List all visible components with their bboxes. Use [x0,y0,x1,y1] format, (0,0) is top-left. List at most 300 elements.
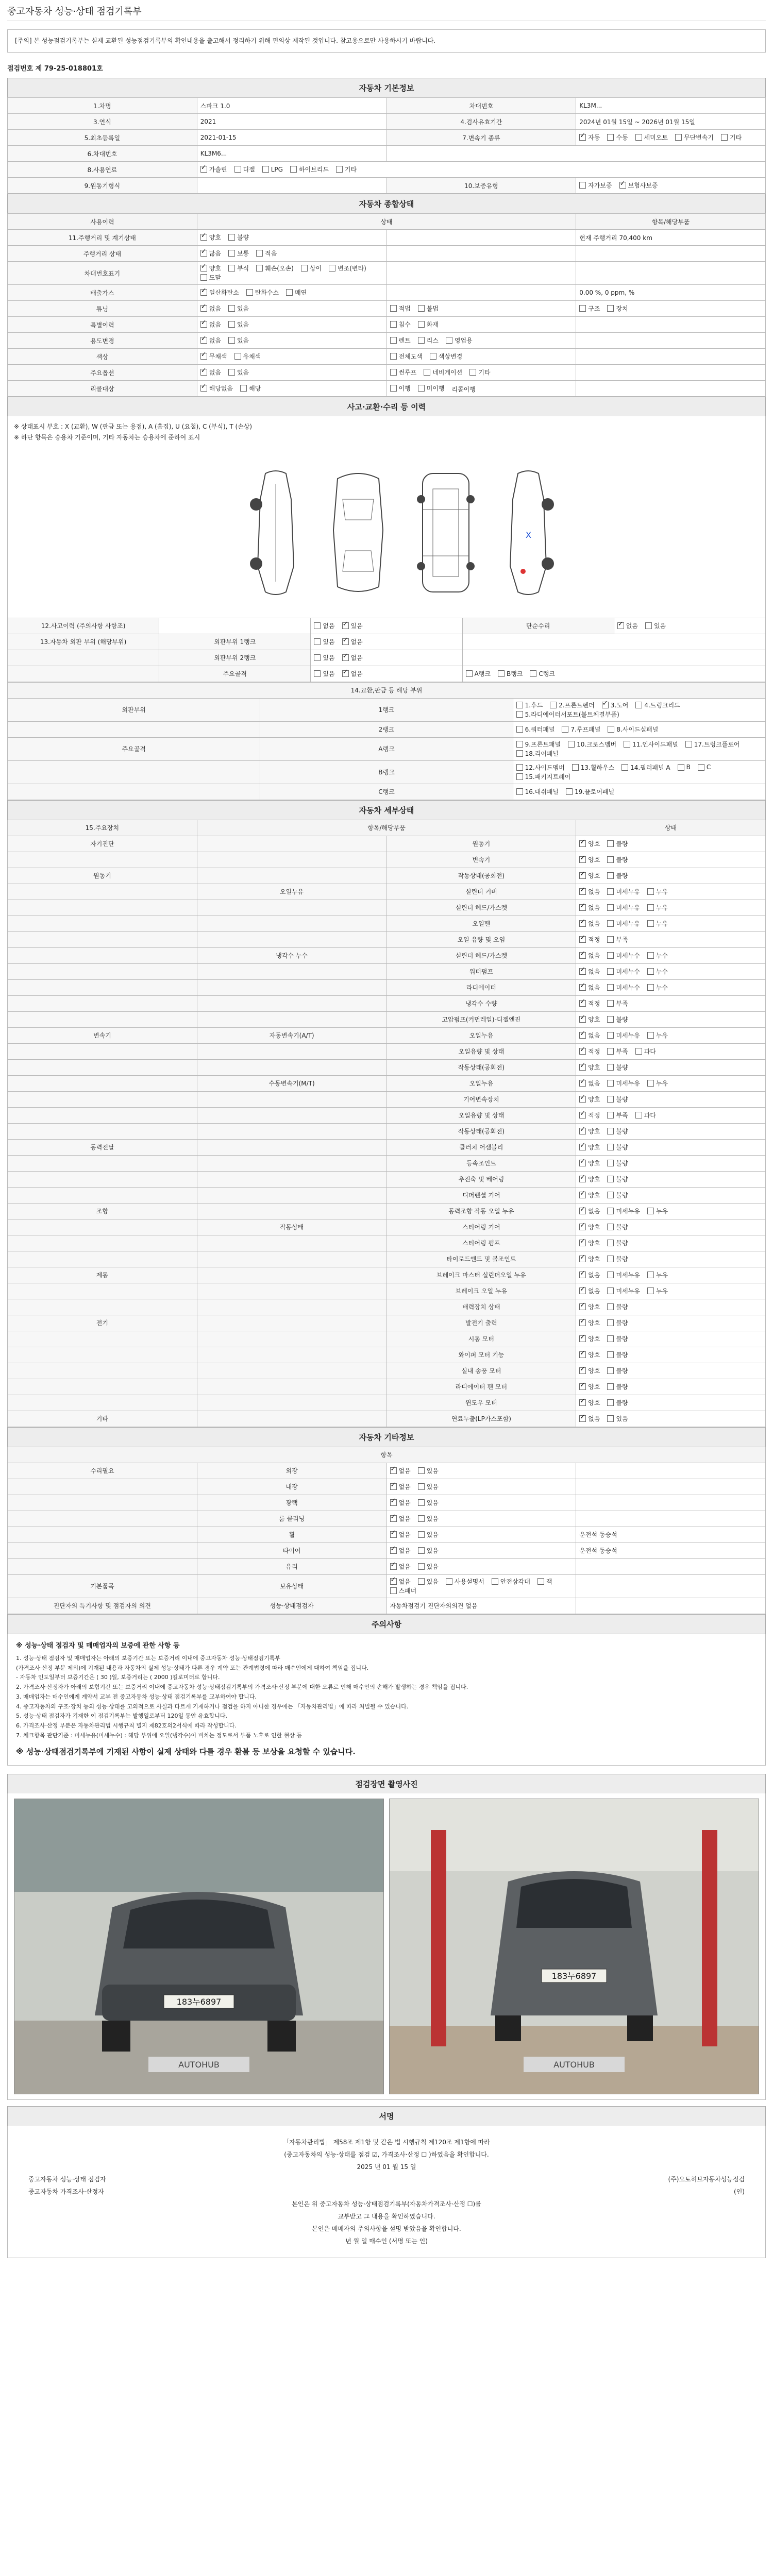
checkbox[interactable] [228,337,235,344]
checkbox[interactable] [290,166,297,173]
checkbox-option[interactable] [228,320,249,329]
checkbox[interactable] [579,1192,586,1198]
checkbox-option[interactable] [607,1414,628,1423]
checkbox-option[interactable] [568,740,616,749]
checkbox-option[interactable] [607,1047,628,1056]
checkbox[interactable] [516,788,523,795]
checkbox[interactable] [200,234,207,241]
checkbox[interactable] [579,1000,586,1007]
checkbox-option[interactable] [418,1482,439,1491]
checkbox-option[interactable] [579,887,600,896]
checkbox[interactable] [607,1032,614,1039]
checkbox-option[interactable] [607,935,628,944]
checkbox[interactable] [579,134,586,141]
checkbox[interactable] [579,856,586,863]
checkbox-option[interactable] [390,1586,417,1595]
checkbox-option[interactable] [516,740,561,749]
checkbox-option[interactable] [200,165,227,174]
checkbox-option[interactable] [200,233,221,242]
checkbox[interactable] [607,134,614,141]
checkbox-option[interactable] [579,1047,600,1056]
checkbox[interactable] [314,622,321,629]
checkbox[interactable] [200,337,207,344]
checkbox-option[interactable] [200,304,221,313]
checkbox-option[interactable] [579,1063,600,1072]
checkbox[interactable] [579,1399,586,1406]
checkbox-option[interactable] [200,264,221,273]
checkbox[interactable] [424,369,430,376]
checkbox-option[interactable] [607,1286,640,1295]
checkbox[interactable] [607,1000,614,1007]
checkbox-option[interactable] [329,264,366,273]
checkbox[interactable] [200,321,207,328]
checkbox-option[interactable] [607,1334,628,1343]
checkbox-option[interactable] [678,764,691,771]
checkbox[interactable] [240,385,247,392]
checkbox[interactable] [579,182,586,189]
checkbox-option[interactable] [228,336,249,345]
checkbox-option[interactable] [607,839,628,848]
checkbox[interactable] [579,1048,586,1055]
checkbox[interactable] [607,1415,614,1422]
checkbox[interactable] [418,1578,425,1585]
checkbox[interactable] [579,1064,586,1071]
checkbox-option[interactable] [624,740,678,749]
checkbox-option[interactable] [579,1111,600,1120]
checkbox-option[interactable] [579,935,600,944]
checkbox[interactable] [579,1240,586,1246]
checkbox[interactable] [200,369,207,376]
checkbox[interactable] [607,1064,614,1071]
checkbox[interactable] [607,1176,614,1182]
checkbox[interactable] [607,1112,614,1118]
checkbox-option[interactable] [200,368,221,377]
checkbox-option[interactable] [418,384,445,393]
checkbox[interactable] [579,872,586,879]
checkbox-option[interactable] [200,273,221,282]
checkbox[interactable] [516,750,523,757]
checkbox[interactable] [579,1367,586,1374]
checkbox-option[interactable] [698,764,711,771]
checkbox-option[interactable] [607,1175,628,1183]
checkbox-option[interactable] [635,133,668,142]
checkbox[interactable] [608,726,614,733]
checkbox-option[interactable] [262,166,283,173]
checkbox[interactable] [607,1192,614,1198]
checkbox[interactable] [562,726,568,733]
checkbox-option[interactable] [607,887,640,896]
checkbox[interactable] [286,289,293,296]
checkbox-option[interactable] [647,967,668,976]
checkbox-option[interactable] [607,967,640,976]
checkbox[interactable] [607,1096,614,1103]
checkbox[interactable] [607,984,614,991]
checkbox[interactable] [228,265,235,272]
checkbox-option[interactable] [579,919,600,928]
checkbox[interactable] [579,1303,586,1310]
checkbox[interactable] [228,369,235,376]
checkbox-option[interactable] [286,288,307,297]
checkbox-option[interactable] [228,304,249,313]
checkbox[interactable] [579,1383,586,1390]
checkbox-option[interactable] [516,710,619,719]
checkbox-option[interactable] [234,165,255,174]
checkbox-option[interactable] [200,249,221,258]
checkbox[interactable] [579,1128,586,1134]
checkbox-option[interactable] [579,1143,600,1151]
checkbox[interactable] [579,1272,586,1278]
checkbox[interactable] [418,1467,425,1474]
checkbox-option[interactable] [314,669,334,678]
checkbox-option[interactable] [342,621,363,630]
checkbox[interactable] [390,353,397,360]
checkbox-option[interactable] [579,871,600,880]
checkbox[interactable] [635,1112,642,1118]
checkbox-option[interactable] [200,384,233,393]
checkbox[interactable] [647,1272,654,1278]
checkbox[interactable] [579,1287,586,1294]
checkbox[interactable] [200,265,207,272]
checkbox[interactable] [418,321,425,328]
checkbox[interactable] [418,1483,425,1490]
checkbox[interactable] [200,274,207,281]
checkbox[interactable] [647,920,654,927]
checkbox-option[interactable] [579,1127,600,1136]
checkbox-option[interactable] [418,1498,439,1507]
checkbox[interactable] [390,1467,397,1474]
checkbox[interactable] [675,134,682,141]
checkbox[interactable] [256,265,263,272]
checkbox-option[interactable] [579,983,600,992]
checkbox[interactable] [566,788,573,795]
checkbox[interactable] [469,369,476,376]
checkbox-option[interactable] [390,384,411,393]
checkbox[interactable] [200,353,207,360]
checkbox[interactable] [579,1144,586,1150]
checkbox[interactable] [516,711,523,718]
checkbox[interactable] [635,702,642,708]
checkbox[interactable] [619,182,626,189]
checkbox-option[interactable] [290,165,329,174]
checkbox-option[interactable] [390,1530,411,1539]
checkbox-option[interactable] [607,983,640,992]
checkbox[interactable] [647,1208,654,1214]
checkbox-option[interactable] [579,1366,600,1375]
checkbox-option[interactable] [516,701,543,709]
checkbox[interactable] [607,1256,614,1262]
checkbox-option[interactable] [607,919,640,928]
checkbox-option[interactable] [579,181,612,190]
checkbox[interactable] [607,1208,614,1214]
checkbox[interactable] [390,1515,397,1522]
checkbox[interactable] [200,250,207,257]
checkbox-option[interactable] [607,1079,640,1088]
checkbox[interactable] [418,1515,425,1522]
checkbox[interactable] [246,289,253,296]
checkbox[interactable] [200,289,207,296]
checkbox-option[interactable] [418,1514,439,1523]
checkbox-option[interactable] [607,1127,628,1136]
checkbox[interactable] [516,764,523,771]
checkbox[interactable] [390,1587,397,1594]
checkbox-option[interactable] [390,320,411,329]
checkbox[interactable] [390,1547,397,1554]
checkbox-option[interactable] [516,725,555,734]
checkbox-option[interactable] [607,1095,628,1104]
checkbox[interactable] [572,764,579,771]
checkbox-option[interactable] [607,855,628,864]
checkbox[interactable] [607,856,614,863]
checkbox-option[interactable] [579,1318,600,1327]
checkbox[interactable] [256,250,263,257]
checkbox[interactable] [607,968,614,975]
checkbox-option[interactable] [607,304,628,313]
checkbox[interactable] [607,888,614,895]
checkbox-option[interactable] [607,1031,640,1040]
checkbox-option[interactable] [390,1562,411,1571]
checkbox[interactable] [607,1144,614,1150]
checkbox-option[interactable] [607,1191,628,1199]
checkbox[interactable] [390,385,397,392]
checkbox[interactable] [647,1032,654,1039]
checkbox-option[interactable] [200,336,221,345]
checkbox-option[interactable] [607,1159,628,1167]
checkbox-option[interactable] [607,1223,628,1231]
checkbox-option[interactable] [314,621,334,630]
checkbox[interactable] [418,385,425,392]
checkbox[interactable] [647,984,654,991]
checkbox-option[interactable] [418,304,439,313]
checkbox[interactable] [579,1208,586,1214]
checkbox[interactable] [579,1335,586,1342]
checkbox-option[interactable] [390,1482,411,1491]
checkbox[interactable] [607,1080,614,1087]
checkbox[interactable] [200,305,207,312]
checkbox-option[interactable] [418,1466,439,1475]
checkbox-option[interactable] [607,1270,640,1279]
checkbox-option[interactable] [579,133,600,142]
checkbox-option[interactable] [228,233,249,242]
checkbox[interactable] [579,984,586,991]
checkbox[interactable] [466,670,473,677]
checkbox-option[interactable] [516,772,571,781]
checkbox-option[interactable] [579,304,600,313]
checkbox[interactable] [228,234,235,241]
checkbox[interactable] [390,305,397,312]
checkbox-option[interactable] [579,1334,600,1343]
checkbox[interactable] [647,904,654,911]
checkbox-option[interactable] [572,763,614,772]
checkbox[interactable] [301,265,308,272]
checkbox-option[interactable] [617,621,638,630]
checkbox[interactable] [329,265,335,272]
checkbox-option[interactable] [579,1270,600,1279]
checkbox[interactable] [390,1578,397,1585]
checkbox[interactable] [579,1351,586,1358]
checkbox-option[interactable] [234,352,261,361]
checkbox-option[interactable] [607,1350,628,1359]
checkbox-option[interactable] [647,1270,668,1279]
checkbox[interactable] [579,1319,586,1326]
checkbox-option[interactable] [635,701,680,709]
checkbox-option[interactable] [647,1207,668,1215]
checkbox[interactable] [446,1578,452,1585]
checkbox-option[interactable] [390,1577,411,1586]
checkbox[interactable] [607,920,614,927]
checkbox[interactable] [579,1112,586,1118]
checkbox[interactable] [418,1563,425,1570]
checkbox-option[interactable] [516,749,559,758]
checkbox-option[interactable] [516,787,559,796]
checkbox-option[interactable] [579,1382,600,1391]
checkbox-option[interactable] [418,320,439,329]
checkbox[interactable] [624,741,630,748]
checkbox-option[interactable] [647,1079,668,1088]
checkbox-option[interactable] [602,701,629,709]
checkbox-option[interactable] [390,1546,411,1555]
checkbox[interactable] [579,1096,586,1103]
checkbox-option[interactable] [418,1546,439,1555]
checkbox[interactable] [607,1319,614,1326]
checkbox[interactable] [607,872,614,879]
checkbox[interactable] [342,670,349,677]
checkbox[interactable] [579,1160,586,1166]
checkbox-option[interactable] [566,787,614,796]
checkbox-option[interactable] [390,368,417,377]
checkbox-option[interactable] [579,1095,600,1104]
checkbox-option[interactable] [390,336,411,345]
checkbox[interactable] [342,654,349,661]
checkbox-option[interactable] [721,133,742,142]
checkbox-option[interactable] [342,637,363,646]
checkbox[interactable] [390,321,397,328]
checkbox-option[interactable] [607,1366,628,1375]
checkbox[interactable] [550,702,557,708]
checkbox-option[interactable] [336,165,357,174]
checkbox-option[interactable] [579,1398,600,1407]
checkbox-option[interactable] [418,1530,439,1539]
checkbox-option[interactable] [607,1063,628,1072]
checkbox-option[interactable] [579,1207,600,1215]
checkbox[interactable] [342,622,349,629]
checkbox[interactable] [607,936,614,943]
checkbox-option[interactable] [607,1207,640,1215]
checkbox-option[interactable] [430,352,462,361]
checkbox-option[interactable] [301,264,322,273]
checkbox[interactable] [579,1176,586,1182]
checkbox[interactable] [516,741,523,748]
checkbox-option[interactable] [607,903,640,912]
checkbox[interactable] [579,1256,586,1262]
checkbox[interactable] [579,1415,586,1422]
checkbox-option[interactable] [390,352,423,361]
checkbox-option[interactable] [621,763,670,772]
checkbox[interactable] [516,726,523,733]
checkbox[interactable] [607,1399,614,1406]
checkbox[interactable] [579,1080,586,1087]
checkbox[interactable] [390,1499,397,1506]
checkbox[interactable] [579,968,586,975]
checkbox-option[interactable] [498,669,523,678]
checkbox-option[interactable] [607,1255,628,1263]
checkbox[interactable] [607,1287,614,1294]
checkbox[interactable] [602,702,609,708]
checkbox-option[interactable] [579,951,600,960]
checkbox-option[interactable] [579,1159,600,1167]
checkbox-option[interactable] [607,1302,628,1311]
checkbox[interactable] [336,166,343,173]
checkbox-option[interactable] [607,1382,628,1391]
checkbox-option[interactable] [607,951,640,960]
checkbox-option[interactable] [579,1350,600,1359]
checkbox-option[interactable] [579,1255,600,1263]
checkbox-option[interactable] [246,288,279,297]
checkbox[interactable] [607,1016,614,1023]
checkbox-option[interactable] [647,1031,668,1040]
checkbox-option[interactable] [635,1047,656,1056]
checkbox-option[interactable] [228,368,249,377]
checkbox[interactable] [617,622,624,629]
checkbox[interactable] [228,250,235,257]
checkbox-option[interactable] [607,1239,628,1247]
checkbox-option[interactable] [607,871,628,880]
checkbox[interactable] [698,764,704,771]
checkbox-option[interactable] [256,249,277,258]
checkbox[interactable] [635,1048,642,1055]
checkbox-option[interactable] [492,1577,530,1586]
checkbox-option[interactable] [200,352,227,361]
checkbox[interactable] [635,134,642,141]
checkbox[interactable] [262,166,269,173]
checkbox-option[interactable] [579,903,600,912]
checkbox-option[interactable] [579,1223,600,1231]
checkbox[interactable] [607,840,614,847]
checkbox[interactable] [647,1287,654,1294]
checkbox[interactable] [579,952,586,959]
checkbox[interactable] [418,1531,425,1538]
checkbox-option[interactable] [390,1514,411,1523]
checkbox-option[interactable] [228,249,249,258]
checkbox-option[interactable] [579,855,600,864]
checkbox-option[interactable] [579,1079,600,1088]
checkbox[interactable] [647,952,654,959]
checkbox-option[interactable] [390,304,411,313]
checkbox[interactable] [200,385,207,392]
checkbox[interactable] [678,764,684,771]
checkbox[interactable] [342,638,349,645]
checkbox-option[interactable] [579,967,600,976]
checkbox-option[interactable] [579,839,600,848]
checkbox[interactable] [579,1224,586,1230]
checkbox-option[interactable] [314,653,334,662]
checkbox[interactable] [647,888,654,895]
checkbox-option[interactable] [418,1562,439,1571]
checkbox-option[interactable] [390,1498,411,1507]
checkbox-option[interactable] [200,320,221,329]
checkbox-option[interactable] [418,336,439,345]
checkbox-option[interactable] [342,669,363,678]
checkbox[interactable] [607,1367,614,1374]
checkbox[interactable] [579,920,586,927]
checkbox[interactable] [516,702,523,708]
checkbox[interactable] [685,741,692,748]
checkbox[interactable] [607,1335,614,1342]
checkbox[interactable] [390,1563,397,1570]
checkbox[interactable] [418,1499,425,1506]
checkbox[interactable] [607,1048,614,1055]
checkbox-option[interactable] [647,1286,668,1295]
checkbox[interactable] [607,1240,614,1246]
